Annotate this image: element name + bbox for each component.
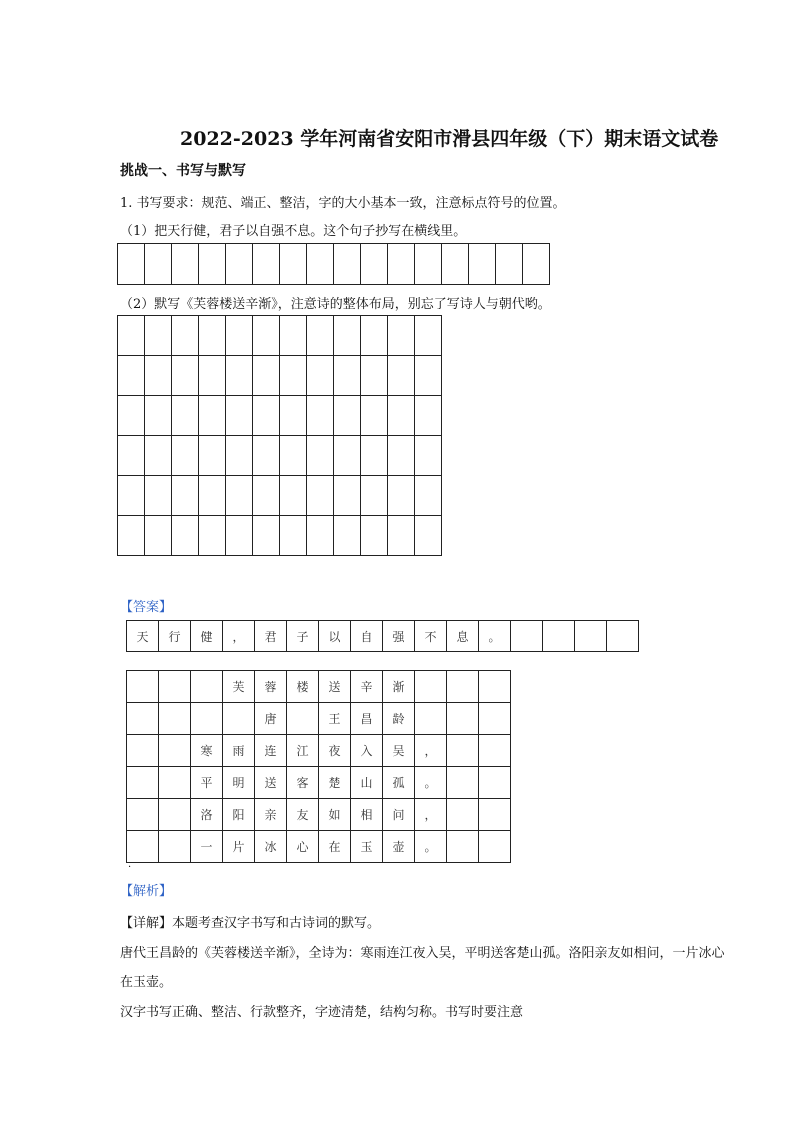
- copy-grid-cell[interactable]: [307, 244, 334, 285]
- copy-grid-cell[interactable]: [145, 244, 172, 285]
- stray-dot: ·: [128, 862, 132, 873]
- poem-grid-cell[interactable]: [388, 316, 415, 356]
- answer-poem-cell: 孤: [383, 767, 415, 799]
- answer-poem-cell: 昌: [351, 703, 383, 735]
- answer-cell: [511, 621, 543, 652]
- answer-poem-cell: ，: [415, 735, 447, 767]
- answer-poem-cell: 夜: [319, 735, 351, 767]
- poem-grid-cell[interactable]: [361, 436, 388, 476]
- part1-instruction: （1）把天行健，君子以自强不息。这个句子抄写在横线里。: [120, 224, 467, 239]
- answer-poem-cell: 一: [191, 831, 223, 863]
- poem-grid-cell[interactable]: [199, 396, 226, 436]
- poem-grid-cell[interactable]: [307, 356, 334, 396]
- answer-poem-cell: 问: [383, 799, 415, 831]
- poem-grid-cell[interactable]: [334, 396, 361, 436]
- answer-poem-cell: [159, 799, 191, 831]
- answer-poem-cell: ，: [415, 799, 447, 831]
- answer-poem-grid: [126, 670, 511, 863]
- poem-grid-cell[interactable]: [388, 356, 415, 396]
- answer-poem-cell: 寒: [191, 735, 223, 767]
- answer-cell: 强: [383, 621, 415, 652]
- answer-poem-cell: 在: [319, 831, 351, 863]
- answer-poem-cell: [127, 703, 159, 735]
- answer-poem-cell: 相: [351, 799, 383, 831]
- poem-grid-cell[interactable]: [199, 476, 226, 516]
- answer-poem-cell: [127, 799, 159, 831]
- copy-grid-cell[interactable]: [415, 244, 442, 285]
- answer-cell: 息: [447, 621, 479, 652]
- answer-poem-cell: [287, 703, 319, 735]
- answer-poem-cell: [223, 703, 255, 735]
- requirement-text: 1. 书写要求：规范、端正、整洁，字的大小基本一致，注意标点符号的位置。: [120, 196, 566, 211]
- poem-grid-cell[interactable]: [280, 316, 307, 356]
- poem-grid-cell[interactable]: [415, 516, 442, 556]
- poem-grid-cell[interactable]: [145, 396, 172, 436]
- copy-grid-cell[interactable]: [388, 244, 415, 285]
- answer-cell: 天: [127, 621, 159, 652]
- answer-cell: [607, 621, 639, 652]
- poem-grid-cell[interactable]: [118, 516, 145, 556]
- analysis-label: 【解析】: [120, 884, 173, 899]
- poem-grid-cell[interactable]: [361, 516, 388, 556]
- poem-grid-cell[interactable]: [118, 316, 145, 356]
- copy-grid-cell[interactable]: [496, 244, 523, 285]
- poem-grid-cell[interactable]: [253, 356, 280, 396]
- copy-grid-cell[interactable]: [118, 244, 145, 285]
- poem-grid-cell[interactable]: [361, 316, 388, 356]
- poem-grid-cell[interactable]: [253, 316, 280, 356]
- answer-cell: 健: [191, 621, 223, 652]
- copy-grid-cell[interactable]: [226, 244, 253, 285]
- answer-poem-cell: [447, 735, 479, 767]
- answer-poem-cell: 辛: [351, 671, 383, 703]
- poem-grid-cell[interactable]: [388, 516, 415, 556]
- answer-poem-cell: 唐: [255, 703, 287, 735]
- poem-grid-cell[interactable]: [334, 516, 361, 556]
- copy-grid-cell[interactable]: [280, 244, 307, 285]
- answer-poem-cell: [127, 671, 159, 703]
- poem-grid-cell[interactable]: [226, 476, 253, 516]
- poem-grid-cell[interactable]: [307, 396, 334, 436]
- answer-poem-cell: [159, 703, 191, 735]
- answer-poem-cell: 蓉: [255, 671, 287, 703]
- copy-writing-grid[interactable]: [117, 243, 550, 285]
- poem-grid-cell[interactable]: [280, 516, 307, 556]
- answer-cell: 以: [319, 621, 351, 652]
- answer-poem-cell: 渐: [383, 671, 415, 703]
- copy-grid-cell[interactable]: [334, 244, 361, 285]
- answer-poem-cell: [479, 703, 511, 735]
- copy-grid-cell[interactable]: [253, 244, 280, 285]
- section-title: 挑战一、书写与默写: [120, 163, 246, 179]
- answer-poem-cell: 雨: [223, 735, 255, 767]
- poem-grid-cell[interactable]: [145, 476, 172, 516]
- detail-text: 【详解】本题考查汉字书写和古诗词的默写。: [120, 916, 381, 931]
- poem-grid-cell[interactable]: [172, 396, 199, 436]
- answer-poem-cell: 片: [223, 831, 255, 863]
- answer-cell: [575, 621, 607, 652]
- answer-cell: 自: [351, 621, 383, 652]
- poem-grid-cell[interactable]: [388, 476, 415, 516]
- answer-poem-cell: [159, 671, 191, 703]
- poem-writing-grid[interactable]: [117, 315, 442, 556]
- answer-poem-cell: 芙: [223, 671, 255, 703]
- answer-poem-cell: 平: [191, 767, 223, 799]
- answer-poem-cell: 亲: [255, 799, 287, 831]
- poem-grid-cell[interactable]: [145, 316, 172, 356]
- poem-grid-cell[interactable]: [145, 516, 172, 556]
- answer-poem-cell: [447, 767, 479, 799]
- poem-grid-cell[interactable]: [199, 436, 226, 476]
- answer-poem-cell: [159, 767, 191, 799]
- answer-poem-cell: 冰: [255, 831, 287, 863]
- answer-poem-cell: 友: [287, 799, 319, 831]
- answer-poem-cell: [127, 735, 159, 767]
- poem-grid-cell[interactable]: [415, 396, 442, 436]
- answer-cell: [543, 621, 575, 652]
- answer-cell: 不: [415, 621, 447, 652]
- poem-grid-cell[interactable]: [226, 396, 253, 436]
- answer-poem-cell: 龄: [383, 703, 415, 735]
- answer-cell: ，: [223, 621, 255, 652]
- poem-grid-cell[interactable]: [415, 316, 442, 356]
- copy-grid-cell[interactable]: [523, 244, 550, 285]
- answer-poem-cell: [415, 671, 447, 703]
- copy-grid-cell[interactable]: [469, 244, 496, 285]
- answer-poem-cell: 江: [287, 735, 319, 767]
- poem-grid-cell[interactable]: [172, 516, 199, 556]
- answer-cell: 行: [159, 621, 191, 652]
- answer-cell: 子: [287, 621, 319, 652]
- answer-poem-cell: 客: [287, 767, 319, 799]
- poem-grid-cell[interactable]: [415, 356, 442, 396]
- poem-grid-cell[interactable]: [172, 436, 199, 476]
- answer-sentence-grid: [126, 620, 639, 652]
- answer-poem-cell: [191, 703, 223, 735]
- poem-grid-cell[interactable]: [388, 396, 415, 436]
- copy-grid-cell[interactable]: [442, 244, 469, 285]
- answer-poem-cell: [159, 735, 191, 767]
- answer-poem-cell: [127, 831, 159, 863]
- answer-poem-cell: 楼: [287, 671, 319, 703]
- poem-grid-cell[interactable]: [415, 476, 442, 516]
- answer-poem-cell: [447, 831, 479, 863]
- poem-grid-cell[interactable]: [253, 436, 280, 476]
- poem-grid-cell[interactable]: [361, 356, 388, 396]
- poem-grid-cell[interactable]: [334, 356, 361, 396]
- poem-grid-cell[interactable]: [226, 356, 253, 396]
- part2-instruction: （2）默写《芙蓉楼送辛渐》，注意诗的整体布局，别忘了写诗人与朝代哟。: [120, 297, 551, 312]
- poem-grid-cell[interactable]: [199, 516, 226, 556]
- answer-poem-cell: 明: [223, 767, 255, 799]
- answer-poem-cell: 送: [319, 671, 351, 703]
- answer-poem-cell: [191, 671, 223, 703]
- answer-poem-cell: 玉: [351, 831, 383, 863]
- poem-grid-cell[interactable]: [172, 476, 199, 516]
- answer-poem-cell: [479, 735, 511, 767]
- poem-grid-cell[interactable]: [280, 396, 307, 436]
- answer-poem-cell: [479, 671, 511, 703]
- poem-grid-cell[interactable]: [334, 436, 361, 476]
- poem-grid-cell[interactable]: [145, 436, 172, 476]
- poem-grid-cell[interactable]: [280, 476, 307, 516]
- poem-grid-cell[interactable]: [253, 516, 280, 556]
- page-title: 2022-2023 学年河南省安阳市滑县四年级（下）期末语文试卷: [180, 128, 719, 150]
- poem-grid-cell[interactable]: [226, 316, 253, 356]
- answer-poem-cell: 壶: [383, 831, 415, 863]
- poem-grid-cell[interactable]: [334, 316, 361, 356]
- poem-grid-cell[interactable]: [334, 476, 361, 516]
- answer-label: 【答案】: [120, 600, 173, 615]
- answer-poem-cell: 王: [319, 703, 351, 735]
- analysis-paragraph-line1: 唐代王昌龄的《芙蓉楼送辛渐》，全诗为：寒雨连江夜入吴，平明送客楚山孤。洛阳亲友如相问，一片冰心: [120, 946, 725, 961]
- answer-poem-cell: [447, 799, 479, 831]
- answer-poem-cell: 洛: [191, 799, 223, 831]
- poem-grid-cell[interactable]: [280, 356, 307, 396]
- answer-poem-cell: [159, 831, 191, 863]
- poem-grid-cell[interactable]: [253, 476, 280, 516]
- poem-grid-cell[interactable]: [307, 436, 334, 476]
- copy-grid-cell[interactable]: [172, 244, 199, 285]
- answer-poem-cell: [479, 767, 511, 799]
- answer-poem-cell: [447, 671, 479, 703]
- answer-poem-cell: 连: [255, 735, 287, 767]
- analysis-paragraph-2: 汉字书写正确、整洁、行款整齐，字迹清楚，结构匀称。书写时要注意: [120, 1005, 524, 1020]
- poem-grid-cell[interactable]: [118, 436, 145, 476]
- poem-grid-cell[interactable]: [361, 396, 388, 436]
- answer-poem-cell: 山: [351, 767, 383, 799]
- poem-grid-cell[interactable]: [172, 316, 199, 356]
- poem-grid-cell[interactable]: [361, 476, 388, 516]
- answer-poem-cell: [479, 799, 511, 831]
- answer-poem-cell: 心: [287, 831, 319, 863]
- poem-grid-cell[interactable]: [199, 356, 226, 396]
- poem-grid-cell[interactable]: [199, 316, 226, 356]
- poem-grid-cell[interactable]: [253, 396, 280, 436]
- answer-poem-cell: [415, 703, 447, 735]
- poem-grid-cell[interactable]: [118, 476, 145, 516]
- poem-grid-cell[interactable]: [172, 356, 199, 396]
- poem-grid-cell[interactable]: [307, 476, 334, 516]
- poem-grid-cell[interactable]: [388, 436, 415, 476]
- answer-poem-cell: [127, 767, 159, 799]
- copy-grid-cell[interactable]: [361, 244, 388, 285]
- answer-poem-cell: 送: [255, 767, 287, 799]
- poem-grid-cell[interactable]: [226, 436, 253, 476]
- answer-poem-cell: 阳: [223, 799, 255, 831]
- answer-poem-cell: 如: [319, 799, 351, 831]
- answer-poem-cell: [479, 831, 511, 863]
- answer-poem-cell: 吴: [383, 735, 415, 767]
- answer-cell: 君: [255, 621, 287, 652]
- poem-grid-cell[interactable]: [118, 356, 145, 396]
- answer-poem-cell: 入: [351, 735, 383, 767]
- answer-poem-cell: 楚: [319, 767, 351, 799]
- copy-grid-cell[interactable]: [199, 244, 226, 285]
- poem-grid-cell[interactable]: [280, 436, 307, 476]
- poem-grid-cell[interactable]: [307, 316, 334, 356]
- poem-grid-cell[interactable]: [118, 396, 145, 436]
- poem-grid-cell[interactable]: [145, 356, 172, 396]
- answer-poem-cell: 。: [415, 831, 447, 863]
- poem-grid-cell[interactable]: [307, 516, 334, 556]
- answer-poem-cell: [447, 703, 479, 735]
- answer-cell: 。: [479, 621, 511, 652]
- poem-grid-cell[interactable]: [226, 516, 253, 556]
- analysis-paragraph-line2: 在玉壶。: [120, 975, 173, 990]
- poem-grid-cell[interactable]: [415, 436, 442, 476]
- answer-poem-cell: 。: [415, 767, 447, 799]
